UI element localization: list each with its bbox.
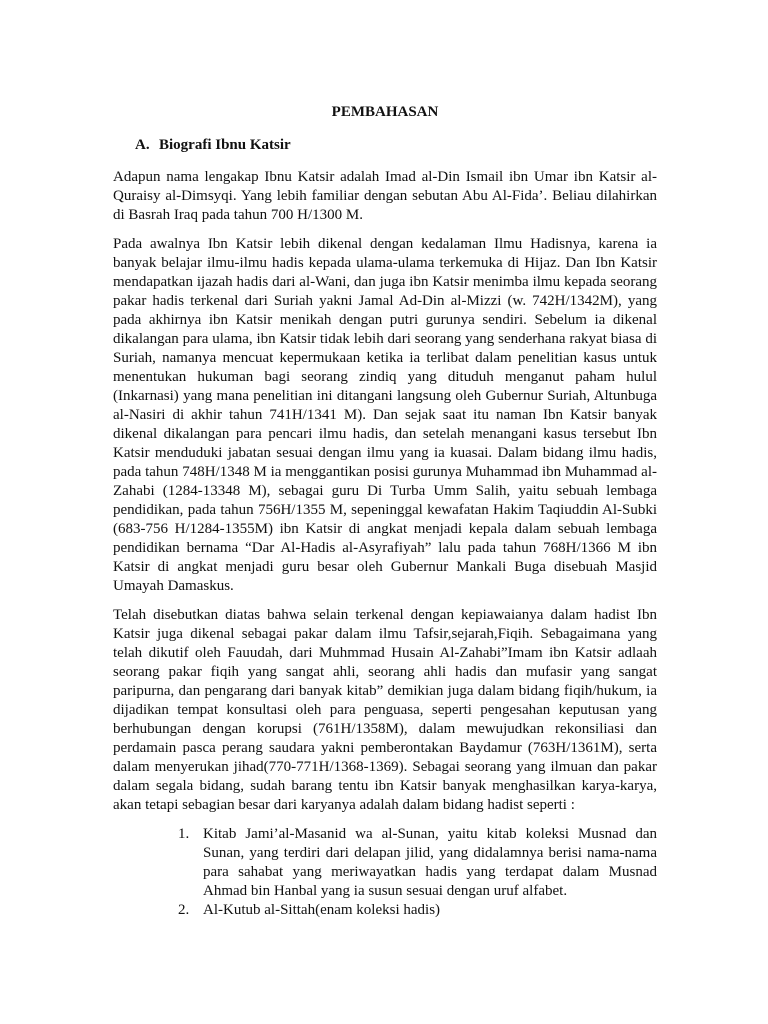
page-title: PEMBAHASAN	[331, 104, 439, 120]
section-title: Biografi Ibnu Katsir	[159, 137, 291, 153]
list-item-text: Al-Kutub al-Sittah(enam koleksi hadis)	[203, 902, 441, 918]
list-item-number: 1.	[178, 826, 190, 842]
paragraph-works: Telah disebutkan diatas bahwa selain terkenal dengan kepiawaianya dalam hadist Ibn Katsir juga dikenal sebagai pakar dalam ilmu Tafsir,sejarah,Fiqih. Sebagaimana yang telah dikutif oleh Fauudah, dari Muhmmad Husain Al-Zahabi”Imam ibn Katsir adlaah seorang pakar fiqih yang sangat ahli, seorang ahli hadis dan mufasir yang sangat paripurna, dan pengarang dari banyak kitab” demikian juga dalam bidang fiqih/hukum, ia dijadikan tempat konsultasi oleh para penguasa, seperti pengesahan keputusan yang berhubungan dengan korupsi (761H/1358M), dalam mewujudkan rekonsiliasi dan perdamain pasca perang saudara yakni pemberontakan Baydamur (763H/1361M), serta dalam menyerukan jihad(770-771H/1368-1369). Sebagai seorang yang ilmuan dan pakar dalam segala bidang, sudah barang tentu ibn Katsir banyak menghasilkan karya-karya, akan tetapi sebagian besar dari karyanya adalah dalam bidang hadist seperti :	[113, 607, 657, 813]
list-item-text: Kitab Jami’al-Masanid wa al-Sunan, yaitu kitab koleksi Musnad dan Sunan, yang terdiri dari delapan jilid, yang didalamnya berisi nama-nama para sahabat yang meriwayatkan hadis yang terdapat dalam Musnad Ahmad bin Hanbal yang ia susun sesuai dengan uruf alfabet.	[203, 826, 657, 899]
section-number: A.	[135, 137, 150, 153]
works-list	[113, 825, 657, 920]
paragraph-biography: Pada awalnya Ibn Katsir lebih dikenal dengan kedalaman Ilmu Hadisnya, karena ia banyak belajar ilmu-ilmu hadis kepada ulama-ulama terkemuka di Hijaz. Dan Ibn Katsir mendapatkan ijazah hadis dari al-Wani, dan juga ibn Katsir menimba ilmu kepada seorang pakar hadis terkenal dari Suriah yakni Jamal Ad-Din al-Mizzi (w. 742H/1342M), yang pada akhirnya ibn Katsir menikah dengan putri gurunya sendiri. Sebelum ia dikenal dikalangan para ulama, ibn Katsir tidak lebih dari seorang yang senderhana rakyat biasa di Suriah, namanya mencuat kepermukaan ketika ia terlibat dalam penelitian kasus untuk menentukan hukuman bagi seorang zindiq yang dituduh menganut paham hulul (Inkarnasi) yang mana penelitian ini ditangani langsung oleh Gubernur Suriah, Altunbuga al-Nasiri di akhir tahun 741H/1341 M). Dan sejak saat itu naman Ibn Katsir banyak dikenal dikalangan para pencari ilmu hadis, dan setelah menangani kasus tersebut Ibn Katsir menduduki jabatan sesuai dengan ilmu yang ia kuasai. Dalam bidang ilmu hadis, pada tahun 748H/1348 M ia menggantikan posisi gurunya Muhammad ibn Muhammad al-Zahabi (1284-13348 M), sebagai guru Di Turba Umm Salih, yaitu sebuah lembaga pendidikan, pada tahun 756H/1355 M, sepeninggal kewafatan Hakim Taqiuddin Al-Subki (683-756 H/1284-1355M) ibn Katsir di angkat menjadi kepala dalam sebuah lembaga pendidikan bernama “Dar Al-Hadis al-Asyrafiyah” lalu pada tahun 768H/1366 M ibn Katsir di angkat menjadi guru besar oleh Gubernur Mankali Buga disebuah Masjid Umayah Damaskus.	[113, 236, 657, 594]
list-item	[178, 825, 657, 901]
paragraph-intro: Adapun nama lengakap Ibnu Katsir adalah Imad al-Din Ismail ibn Umar ibn Katsir al-Quraisy al-Dimsyqi. Yang lebih familiar dengan sebutan Abu Al-Fida’. Beliau dilahirkan di Basrah Iraq pada tahun 700 H/1300 M.	[113, 169, 657, 223]
document-page	[113, 94, 657, 920]
list-item-number: 2.	[178, 902, 190, 918]
section-heading	[135, 137, 657, 154]
list-item	[178, 901, 657, 920]
